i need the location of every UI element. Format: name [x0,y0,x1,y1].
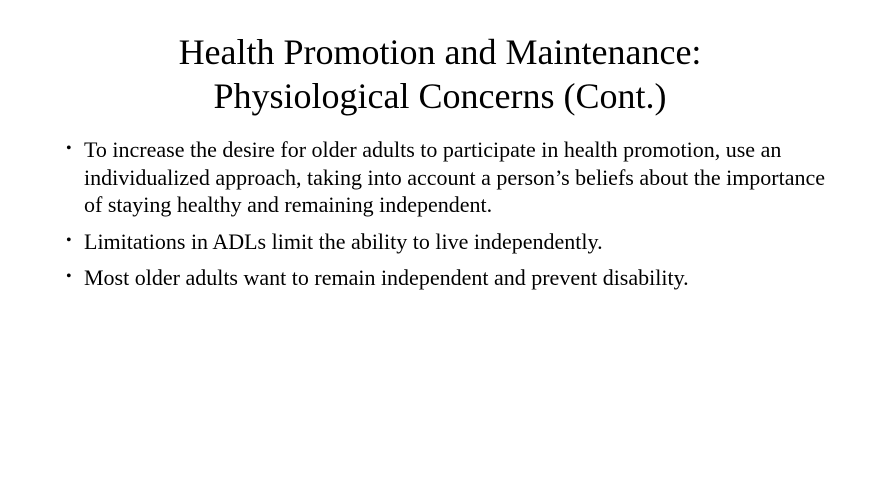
bullet-text: Most older adults want to remain independent and prevent disability. [84,265,689,290]
bullet-dot-icon: • [66,231,72,249]
bullet-dot-icon: • [66,268,72,285]
bullet-text: To increase the desire for older adults to participate in health promotion, use an individualized approach, taking into account a person’s beliefs about the importance of staying healthy and remaining independent. [84,137,826,217]
bullet-item [66,136,826,219]
bullet-text: Limitations in ADLs limit the ability to live independently. [84,228,603,254]
slide-title [60,30,820,118]
bullet-item [66,264,826,292]
bullet-dot-icon: • [66,140,72,157]
title-line-1: Health Promotion and Maintenance: [178,32,702,72]
bullet-list [66,136,826,301]
bullet-item [66,228,826,256]
title-line-2: Physiological Concerns (Cont.) [213,76,667,116]
